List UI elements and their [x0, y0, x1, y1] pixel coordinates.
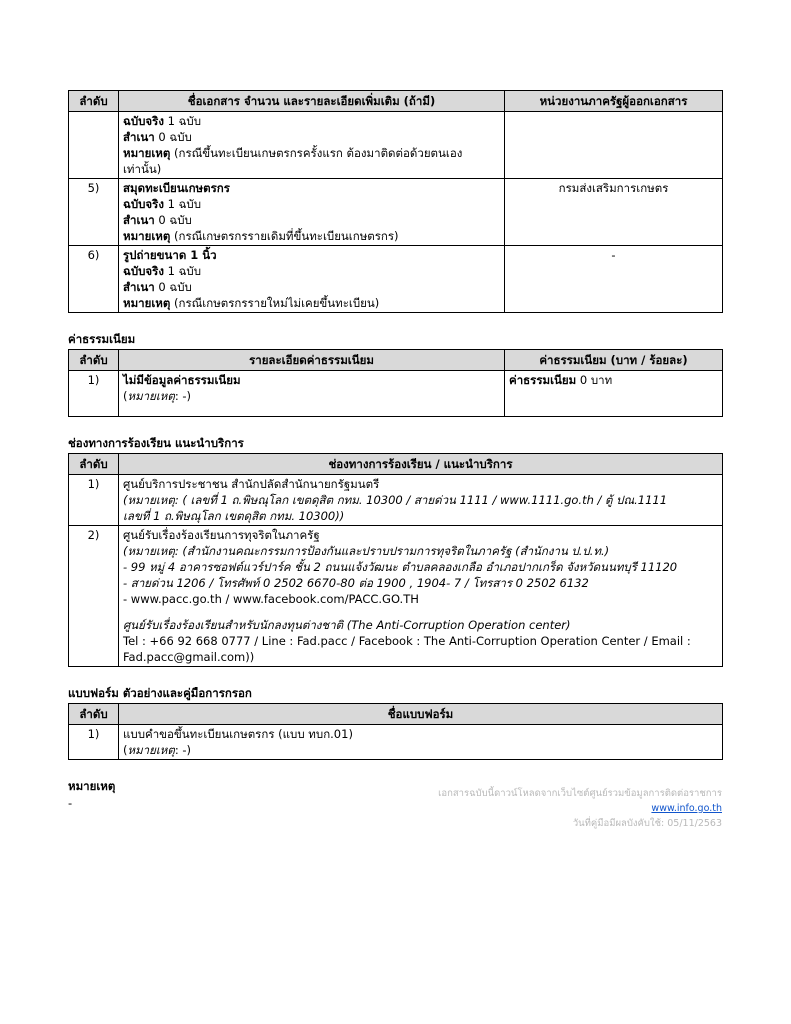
- fee-detail-text: ไม่มีข้อมูลค่าธรรมเนียม: [123, 373, 241, 387]
- remark-text: (กรณีเกษตรกรรายใหม่ไม่เคยขึ้นทะเบียน): [170, 296, 380, 310]
- row-number: 2): [69, 526, 119, 667]
- channel-details: [119, 475, 723, 526]
- channel-website: - www.pacc.go.th / www.facebook.com/PACC.GO.TH: [123, 592, 419, 606]
- channel-details: [119, 526, 723, 667]
- document-title: สมุดทะเบียนเกษตรกร: [123, 181, 230, 195]
- row-number: 1): [69, 475, 119, 526]
- table-row: [69, 475, 723, 526]
- remark-text: (กรณีขึ้นทะเบียนเกษตรกรครั้งแรก ต้องมาติดต่อด้วยตนเอง: [170, 146, 463, 160]
- note-label: หมายเหตุ: [127, 743, 175, 757]
- channel-address: - 99 หมู่ 4 อาคารซอฟต์แวร์ปาร์ค ชั้น 2 ถนนแจ้งวัฒนะ ตำบลคลองเกลือ อำเภอปากเกร็ด จังหวัดนนทบุรี 11120: [123, 560, 678, 574]
- remark-label: หมายเหตุ: [123, 229, 171, 243]
- row-number: 5): [69, 179, 119, 246]
- channel-phone: - สายด่วน 1206 / โทรศัพท์ 0 2502 6670-80 ต่อ 1900 , 1904- 7 / โทรสาร 0 2502 6132: [123, 576, 589, 590]
- documents-table: [68, 90, 723, 313]
- header-document-name: ชื่อเอกสาร จำนวน และรายละเอียดเพิ่มเติม (ถ้ามี): [119, 91, 505, 112]
- original-count: 1 ฉบับ: [163, 264, 202, 278]
- forms-table-header: [69, 704, 723, 725]
- channel-address-continued: เลขที่ 1 ถ.พิษณุโลก เขตดุสิต กทม. 10300)): [123, 509, 345, 523]
- note-text: : -): [174, 389, 192, 403]
- form-details: [119, 725, 723, 760]
- forms-section-title: แบบฟอร์ม ตัวอย่างและคู่มือการกรอก: [68, 686, 252, 700]
- note-prefix: (: [123, 743, 128, 757]
- header-no: ลำดับ: [69, 350, 119, 371]
- header-no: ลำดับ: [69, 91, 119, 112]
- original-count: 1 ฉบับ: [163, 114, 202, 128]
- row-number: 1): [69, 371, 119, 417]
- document-title: รูปถ่ายขนาด 1 นิ้ว: [123, 248, 217, 262]
- remark-label: หมายเหตุ: [123, 296, 171, 310]
- spacer: [123, 607, 718, 617]
- fee-amount-label: ค่าธรรมเนียม: [509, 373, 577, 387]
- copy-count: 0 ฉบับ: [154, 213, 192, 227]
- channel-name: ศูนย์รับเรื่องร้องเรียนการทุจริตในภาครัฐ: [123, 528, 320, 542]
- footer-effective-date: วันที่คู่มือมีผลบังคับใช้: 05/11/2563: [572, 818, 722, 829]
- footer-source-text: เอกสารฉบับนี้ดาวน์โหลดจากเว็บไซต์ศูนย์รวมข้อมูลการติดต่อราชการ: [438, 788, 722, 799]
- copy-label: สำเนา: [123, 213, 155, 227]
- remark-label: หมายเหตุ: [123, 146, 171, 160]
- footer-link[interactable]: www.info.go.th: [651, 803, 722, 814]
- remarks-value: -: [68, 796, 73, 810]
- channel-name: ศูนย์บริการประชาชน สำนักปลัดสำนักนายกรัฐมนตรี: [123, 477, 380, 491]
- fees-table-header: [69, 350, 723, 371]
- document-details: [119, 246, 505, 313]
- note-text: : -): [174, 743, 192, 757]
- table-row: [69, 246, 723, 313]
- header-form-name: ชื่อแบบฟอร์ม: [119, 704, 723, 725]
- document-details: [119, 179, 505, 246]
- header-fee-detail: รายละเอียดค่าธรรมเนียม: [119, 350, 505, 371]
- forms-table: [68, 703, 723, 760]
- channel-foreign-investors: ศูนย์รับเรื่องร้องเรียนสำหรับนักลงทุนต่างชาติ (The Anti-Corruption Operation center): [123, 618, 571, 632]
- copy-label: สำเนา: [123, 130, 155, 144]
- row-number: [69, 112, 119, 179]
- fee-detail: [119, 371, 505, 417]
- remarks-section-title: หมายเหตุ: [68, 779, 116, 793]
- issuing-agency: กรมส่งเสริมการเกษตร: [505, 179, 723, 246]
- remark-text-continued: เท่านั้น): [123, 162, 162, 176]
- form-name: แบบคำขอขึ้นทะเบียนเกษตรกร (แบบ ทบก.01): [123, 727, 353, 741]
- channel-agency: (หมายเหตุ: (สำนักงานคณะกรรมการป้องกันและปราบปรามการทุจริตในภาครัฐ (สำนักงาน ป.ป.ท.): [123, 544, 610, 558]
- fee-amount: [505, 371, 723, 417]
- original-count: 1 ฉบับ: [163, 197, 202, 211]
- fees-section-title: ค่าธรรมเนียม: [68, 332, 136, 346]
- table-row: [69, 112, 723, 179]
- table-row: [69, 725, 723, 760]
- complaints-section-title: ช่องทางการร้องเรียน แนะนำบริการ: [68, 436, 244, 450]
- document-details: [119, 112, 505, 179]
- table-row: [69, 179, 723, 246]
- table-row: [69, 526, 723, 667]
- remark-text: (กรณีเกษตรกรรายเดิมที่ขึ้นทะเบียนเกษตรกร): [170, 229, 399, 243]
- channel-contact: Tel : +66 92 668 0777 / Line : Fad.pacc / Facebook : The Anti-Corruption Operation Center / Email :: [123, 634, 691, 648]
- complaints-table-header: [69, 454, 723, 475]
- complaints-table: [68, 453, 723, 667]
- table-row: [69, 371, 723, 417]
- copy-count: 0 ฉบับ: [154, 280, 192, 294]
- row-number: 1): [69, 725, 119, 760]
- issuing-agency: [505, 112, 723, 179]
- channel-email: Fad.pacc@gmail.com)): [123, 650, 255, 664]
- header-channel: ช่องทางการร้องเรียน / แนะนำบริการ: [119, 454, 723, 475]
- fees-table: [68, 349, 723, 417]
- header-fee-amount: ค่าธรรมเนียม (บาท / ร้อยละ): [505, 350, 723, 371]
- note-prefix: (: [123, 389, 128, 403]
- header-agency: หน่วยงานภาครัฐผู้ออกเอกสาร: [505, 91, 723, 112]
- document-page: [68, 90, 722, 810]
- fee-amount-value: 0 บาท: [576, 373, 613, 387]
- original-label: ฉบับจริง: [123, 197, 164, 211]
- page-footer: [438, 786, 722, 831]
- note-label: หมายเหตุ: [127, 389, 175, 403]
- documents-table-header: [69, 91, 723, 112]
- issuing-agency: -: [505, 246, 723, 313]
- copy-count: 0 ฉบับ: [154, 130, 192, 144]
- copy-label: สำเนา: [123, 280, 155, 294]
- original-label: ฉบับจริง: [123, 114, 164, 128]
- row-number: 6): [69, 246, 119, 313]
- channel-address: (หมายเหตุ: ( เลขที่ 1 ถ.พิษณุโลก เขตดุสิต กทม. 10300 / สายด่วน 1111 / www.1111.go.th / ตู้ ปณ.1111: [123, 493, 668, 507]
- header-no: ลำดับ: [69, 454, 119, 475]
- original-label: ฉบับจริง: [123, 264, 164, 278]
- header-no: ลำดับ: [69, 704, 119, 725]
